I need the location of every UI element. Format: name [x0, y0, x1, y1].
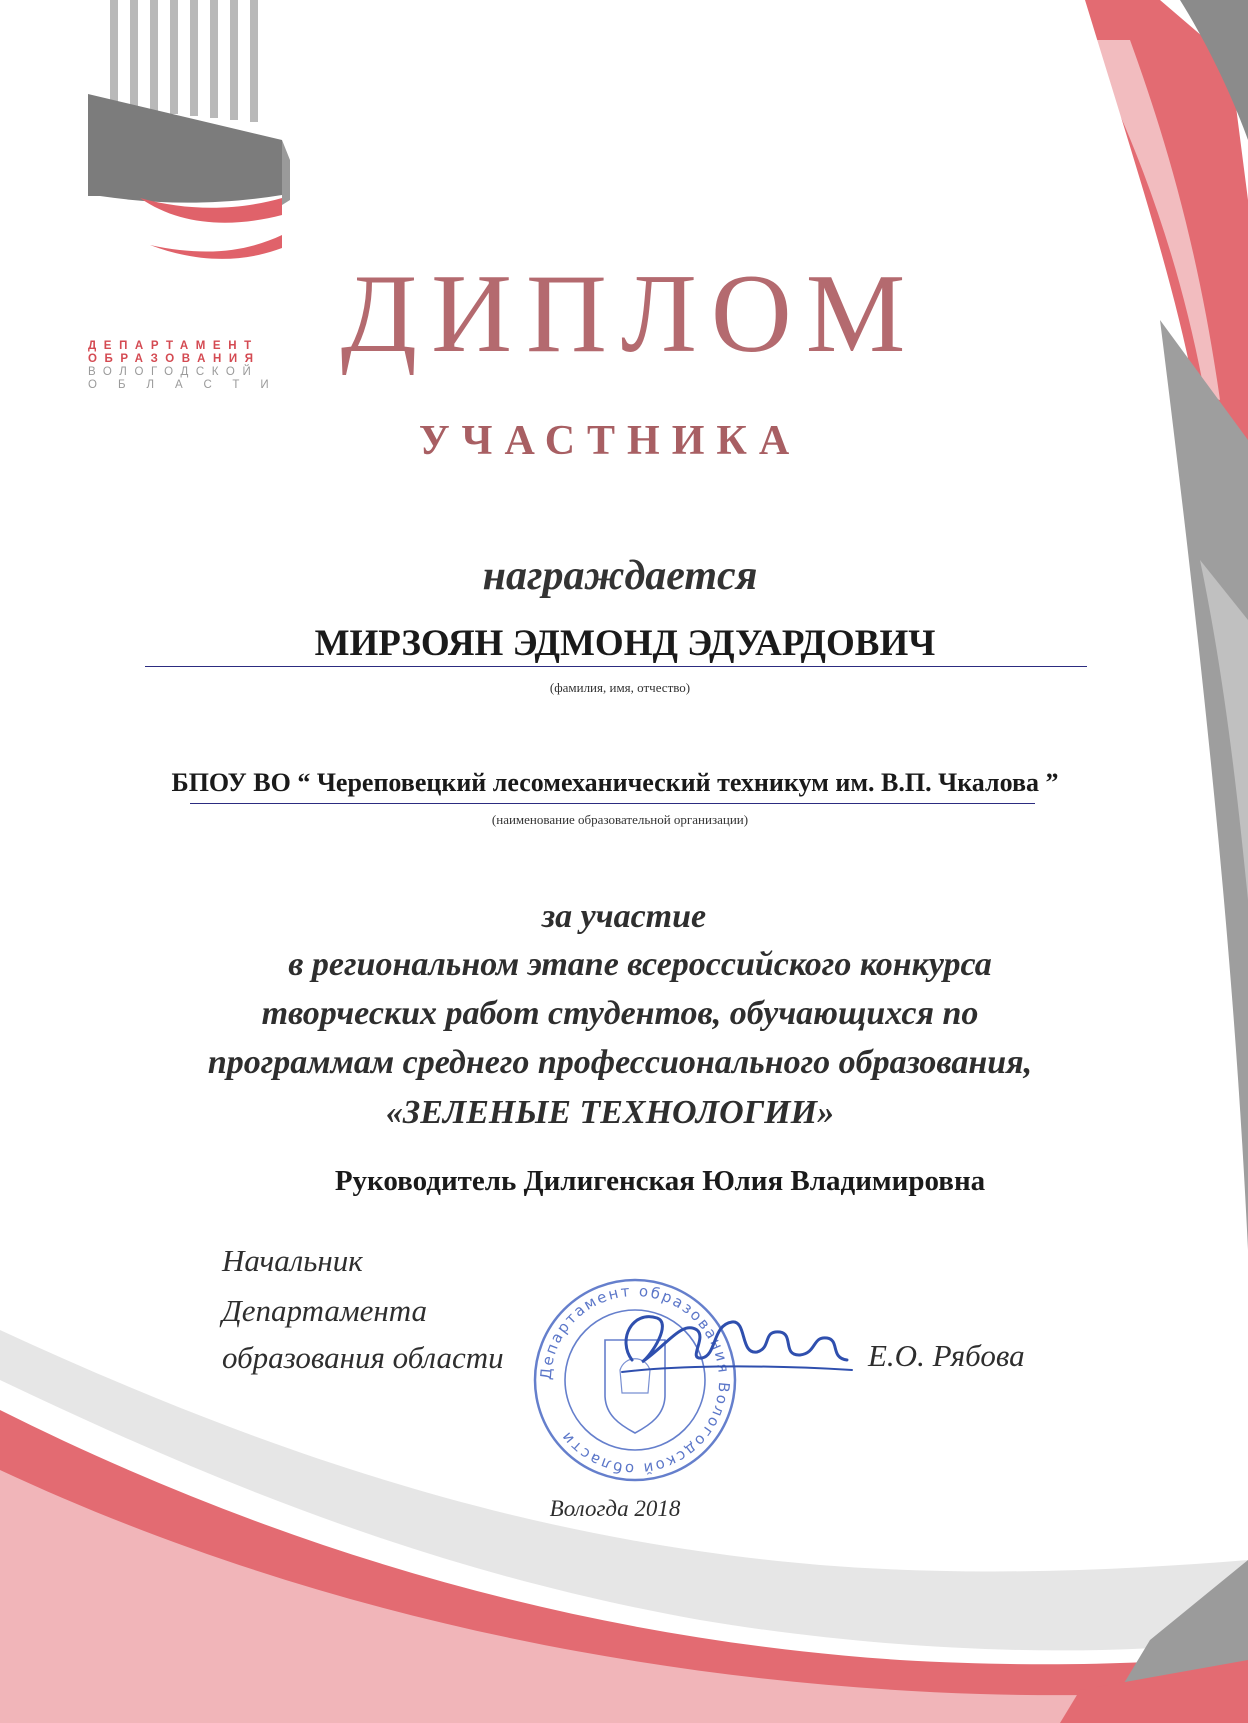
- department-emblem-icon: [88, 0, 290, 259]
- recipient-underline: [145, 666, 1087, 667]
- organization-underline: [190, 803, 1035, 804]
- leader-line: Руководитель Дилигенская Юлия Владимировна: [334, 1165, 986, 1197]
- city-year: Вологда 2018: [549, 1496, 681, 1521]
- reason-line-1: за участие: [541, 898, 707, 935]
- reason-line-2: в региональном этапе всероссийского конкурса: [288, 946, 992, 983]
- reason-line-4: программам среднего профессионального образования,: [207, 1044, 1033, 1081]
- recipient-name: МИРЗОЯН ЭДМОНД ЭДУАРДОВИЧ: [314, 623, 936, 664]
- reason-line-3: творческих работ студентов, обучающихся по: [261, 995, 979, 1032]
- reason-line-5: «ЗЕЛЕНЫЕ ТЕХНОЛОГИИ»: [385, 1094, 835, 1131]
- signer-name: Е.О. Рябова: [868, 1338, 1025, 1373]
- department-logo-line-2: ОБРАЗОВАНИЯ: [88, 353, 261, 365]
- awarded-text: награждается: [482, 553, 758, 599]
- right-border-decoration: [1085, 0, 1248, 1250]
- chief-title-line-1: Начальник: [222, 1243, 363, 1278]
- signature-image: [612, 1300, 862, 1390]
- recipient-hint: (фамилия, имя, отчество): [549, 680, 691, 695]
- organization-name: БПОУ ВО “ Череповецкий лесомеханический техникум им. В.П. Чкалова ”: [171, 768, 1059, 797]
- diploma-title: ДИПЛОМ: [340, 252, 920, 376]
- chief-title-line-2: Департамента: [222, 1293, 428, 1328]
- department-logo: [88, 340, 288, 392]
- chief-title-line-3: образования области: [222, 1340, 504, 1375]
- department-logo-line-3: ВОЛОГОДСКОЙ: [88, 366, 259, 378]
- department-logo-line-1: ДЕПАРТАМЕНТ: [88, 340, 259, 352]
- diploma-subtitle: УЧАСТНИКА: [418, 418, 802, 464]
- department-logo-line-4: ОБЛАСТИ: [88, 379, 290, 391]
- organization-hint: (наименование образовательной организации): [491, 812, 749, 827]
- stamp-text: Департамент образования Вологодской области: [536, 1281, 734, 1479]
